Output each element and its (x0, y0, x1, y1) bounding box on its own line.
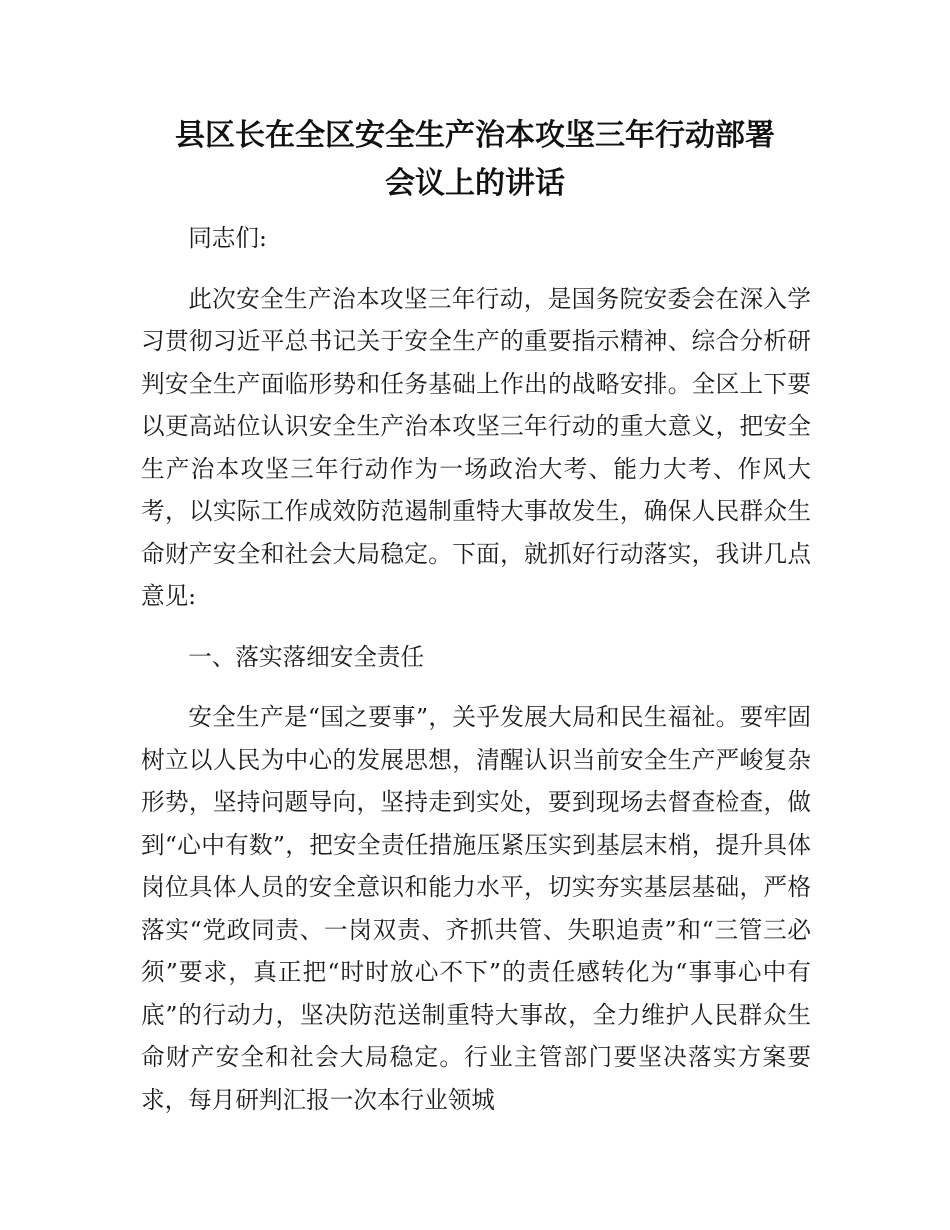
title-line-2: 会议上的讲话 (385, 166, 565, 201)
title-line-1: 县区长在全区安全生产治本攻坚三年行动部署 (175, 118, 775, 153)
body-paragraph: 此次安全生产治本攻坚三年行动，是国务院安委会在深入学习贯彻习近平总书记关于安全生产的重要指示精神、综合分析研判安全生产面临形势和任务基础上作出的战略安排。全区上下要以更高站位认识安全生产治本攻坚三年行动的重大意义，把安全生产治本攻坚三年行动作为一场政治大考、能力大考、作风大考，以实际工作成效防范遏制重特大事故发生，确保人民群众生命财产安全和社会大局稳定。下面，就抓好行动落实，我讲几点意见: (141, 284, 811, 610)
salutation: 同志们: (188, 224, 267, 252)
document-title (140, 112, 810, 208)
section-heading: 一、落实落细安全责任 (188, 642, 425, 671)
body-paragraph: 安全生产是“国之要事”，关乎发展大局和民生福祉。要牢固树立以人民为中心的发展思想，清醒认识当前安全生产严峻复杂形势，坚持问题导向，坚持走到实处，要到现场去督查检查，做到“心中有数”，把安全责任措施压紧压实到基层末梢，提升具体岗位具体人员的安全意识和能力水平，切实夯实基层基础，严格落实“党政同责、一岗双责、齐抓共管、失职追责”和“三管三必须”要求，真正把“时时放心不下”的责任感转化为“事事心中有底”的行动力，坚决防范送制重特大事故，全力维护人民群众生命财产安全和社会大局稳定。行业主管部门要坚决落实方案要求，每月研判汇报一次本行业领城 (141, 703, 811, 1114)
document-body (141, 217, 811, 1139)
